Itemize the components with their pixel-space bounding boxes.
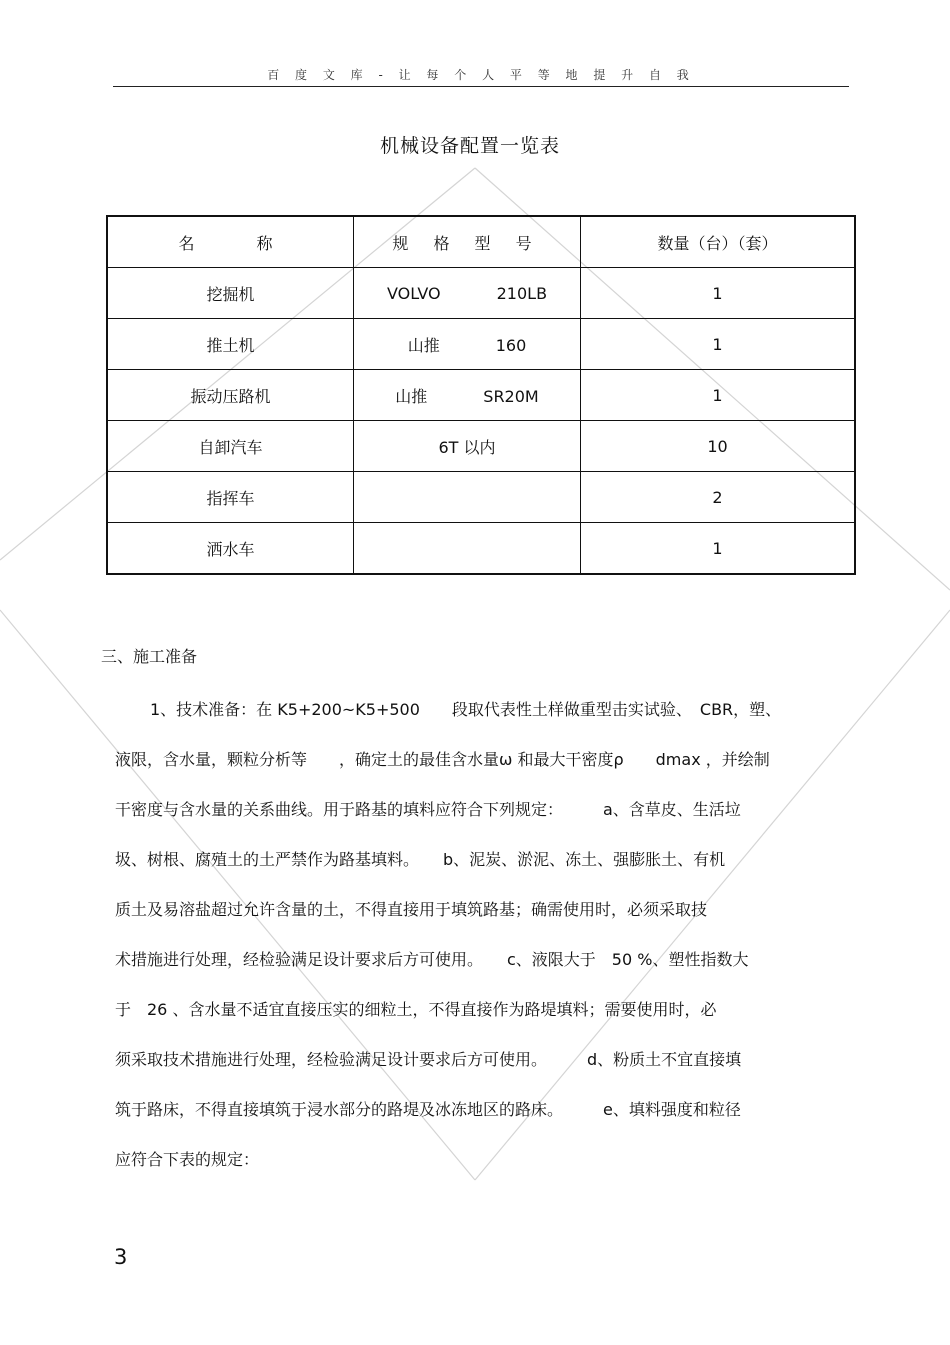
cell-spec: 6T 以内	[354, 421, 581, 472]
cell-quantity: 2	[581, 472, 856, 523]
cell-spec	[354, 523, 581, 575]
cell-quantity: 1	[581, 523, 856, 575]
cell-quantity: 1	[581, 319, 856, 370]
cell-spec: 山推 160	[354, 319, 581, 370]
paragraph-line: 须采取技术措施进行处理，经检验满足设计要求后方可使用。 d、粉质土不宜直接填	[115, 1050, 742, 1069]
cell-spec: VOLVO 210LB	[354, 268, 581, 319]
paragraph-line: 液限，含水量，颗粒分析等 ，确定土的最佳含水量ω 和最大干密度ρ dmax ，并绘制	[115, 750, 770, 769]
page-number: 3	[114, 1245, 128, 1269]
equipment-table	[106, 215, 856, 575]
page-header: 百 度 文 库 - 让 每 个 人 平 等 地 提 升 自 我	[267, 68, 695, 82]
cell-name: 挖掘机	[107, 268, 354, 319]
cell-name: 自卸汽车	[107, 421, 354, 472]
cell-name: 指挥车	[107, 472, 354, 523]
cell-spec	[354, 472, 581, 523]
table-row	[107, 370, 855, 421]
section-heading: 三、施工准备	[101, 647, 198, 666]
paragraph-line: 筑于路床，不得直接填筑于浸水部分的路堤及冰冻地区的路床。 e、填料强度和粒径	[115, 1100, 741, 1119]
paragraph-line: 干密度与含水量的关系曲线。用于路基的填料应符合下列规定： a、含草皮、生活垃	[115, 800, 741, 819]
paragraph-line: 1、技术准备：在 K5+200~K5+500 段取代表性土样做重型击实试验、 CBR，塑、	[150, 700, 782, 719]
cell-spec: 山推 SR20M	[354, 370, 581, 421]
table-row	[107, 472, 855, 523]
paragraph-line: 于 26 、含水量不适宜直接压实的细粒土，不得直接作为路堤填料；需要使用时，必	[115, 1000, 717, 1019]
table-row	[107, 523, 855, 575]
header-spec: 规 格 型 号	[354, 216, 581, 268]
cell-name: 洒水车	[107, 523, 354, 575]
table-header-row	[107, 216, 855, 268]
paragraph-line: 应符合下表的规定：	[115, 1150, 260, 1169]
header-name: 名 称	[107, 216, 354, 268]
header-divider	[113, 86, 849, 87]
paragraph-line: 质土及易溶盐超过允许含量的土，不得直接用于填筑路基；确需使用时，必须采取技	[115, 900, 708, 919]
cell-quantity: 1	[581, 268, 856, 319]
cell-quantity: 1	[581, 370, 856, 421]
paragraph-line: 术措施进行处理，经检验满足设计要求后方可使用。 c、液限大于 50 %、塑性指数大	[115, 950, 749, 969]
page-title: 机械设备配置一览表	[379, 135, 560, 157]
cell-name: 推土机	[107, 319, 354, 370]
cell-quantity: 10	[581, 421, 856, 472]
table-row	[107, 421, 855, 472]
header-quantity: 数量（台）（套）	[581, 216, 856, 268]
table-row	[107, 268, 855, 319]
body-paragraph	[115, 685, 850, 1185]
table-row	[107, 319, 855, 370]
cell-name: 振动压路机	[107, 370, 354, 421]
paragraph-line: 圾、树根、腐殖土的土严禁作为路基填料。 b、泥炭、淤泥、冻土、强膨胀土、有机	[115, 850, 726, 869]
